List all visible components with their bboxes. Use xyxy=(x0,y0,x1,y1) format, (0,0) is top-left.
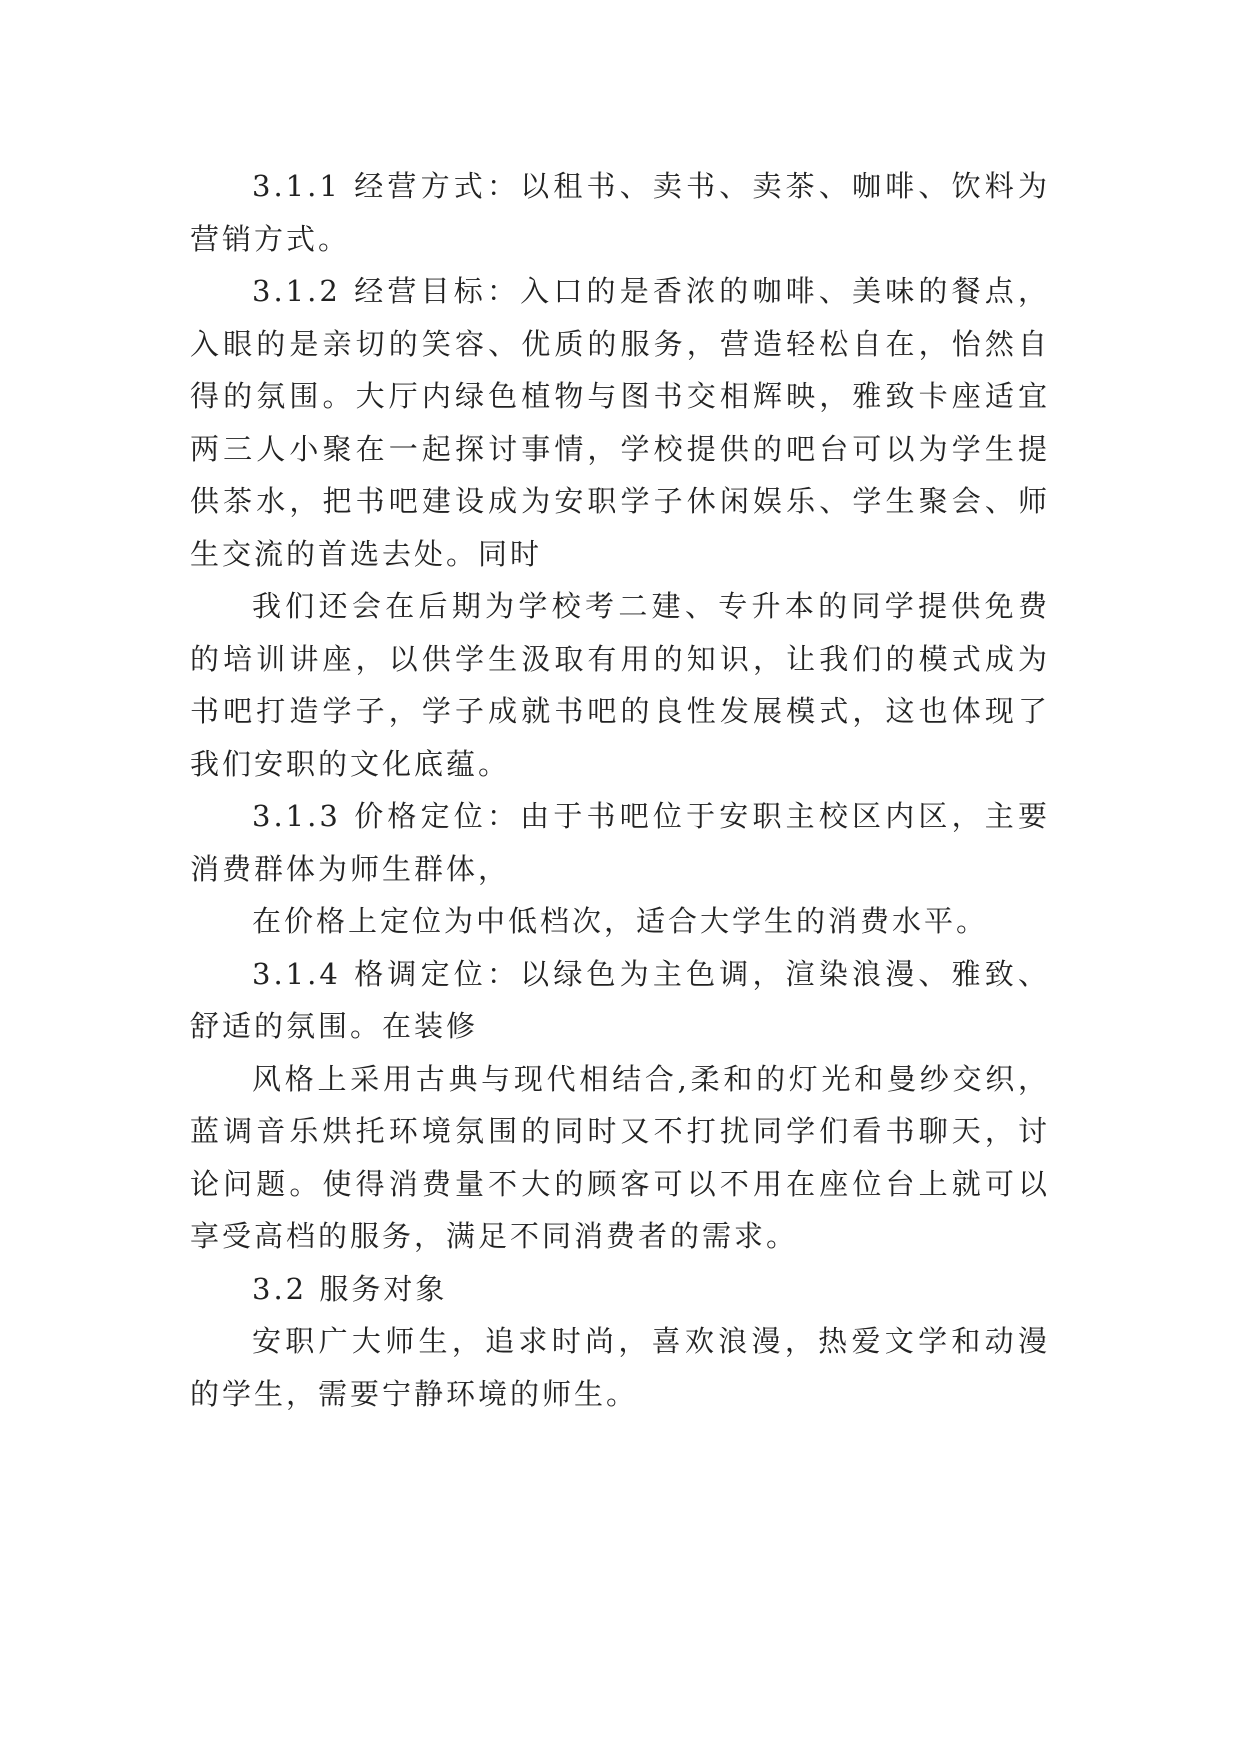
section-heading-service-target: 3.2 服务对象 xyxy=(252,1271,448,1306)
paragraph-service-target: 安职广大师生，追求时尚，喜欢浪漫，热爱文学和动漫的学生，需要宁静环境的师生。 xyxy=(190,1324,1050,1411)
paragraph-training-plan: 我们还会在后期为学校考二建、专升本的同学提供免费的培训讲座，以供学生汲取有用的知识，让我们的模式成为书吧打造学子，学子成就书吧的良性发展模式，这也体现了我们安职的文化底蕴。 xyxy=(190,589,1050,781)
paragraph-price-level: 在价格上定位为中低档次，适合大学生的消费水平。 xyxy=(252,904,989,938)
paragraph-business-mode: 3.1.1 经营方式：以租书、卖书、卖茶、咖啡、饮料为营销方式。 xyxy=(190,169,1050,256)
document-body xyxy=(190,160,1050,1420)
paragraph-decoration-style: 风格上采用古典与现代相结合,柔和的灯光和曼纱交织，蓝调音乐烘托环境氛围的同时又不打扰同学们看书聊天，讨论问题。使得消费量不大的顾客可以不用在座位台上就可以享受高档的服务，满足不同消费者的需求。 xyxy=(190,1061,1050,1253)
paragraph-style-positioning: 3.1.4 格调定位：以绿色为主色调，渲染浪漫、雅致、舒适的氛围。在装修 xyxy=(190,956,1050,1043)
paragraph-price-positioning: 3.1.3 价格定位：由于书吧位于安职主校区内区，主要消费群体为师生群体， xyxy=(190,799,1050,886)
paragraph-business-goal: 3.1.2 经营目标：入口的是香浓的咖啡、美味的餐点，入眼的是亲切的笑容、优质的服务，营造轻松自在，怡然自得的氛围。大厅内绿色植物与图书交相辉映，雅致卡座适宜两三人小聚在一起探讨事情，学校提供的吧台可以为学生提供茶水，把书吧建设成为安职学子休闲娱乐、学生聚会、师生交流的首选去处。同时 xyxy=(190,274,1050,571)
